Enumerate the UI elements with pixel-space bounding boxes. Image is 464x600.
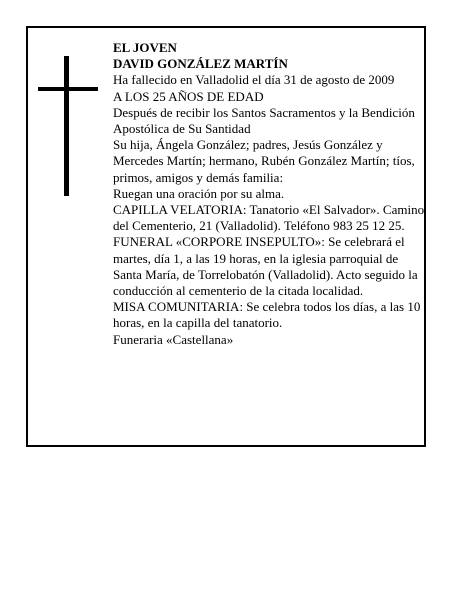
death-statement: Ha fallecido en Valladolid el día 31 de agosto de 2009 <box>113 72 395 88</box>
funeral-info: FUNERAL «CORPORE INSEPULTO»: Se celebrará el martes, día 1, a las 19 horas, en la iglesia parroquial de Santa María, de Torrelobatón (Valladolid). Acto seguido la conducción al cementerio de la citada localidad. <box>113 234 418 299</box>
mass-info: MISA COMUNITARIA: Se celebra todos los días, a las 10 horas, en la capilla del tanatorio. <box>113 299 421 331</box>
obituary-text <box>113 40 425 348</box>
deceased-name: DAVID GONZÁLEZ MARTÍN <box>113 56 288 72</box>
chapel-info: CAPILLA VELATORIA: Tanatorio «El Salvador». Camino del Cementerio, 21 (Valladolid). Teléfono 983 25 12 25. <box>113 202 425 234</box>
family-statement: Su hija, Ángela González; padres, Jesús González y Mercedes Martín; hermano, Rubén González Martín; tíos, primos, amigos y demás familia: <box>113 137 415 185</box>
age-statement: A LOS 25 AÑOS DE EDAD <box>113 88 264 104</box>
sacraments-statement: Después de recibir los Santos Sacramentos y la Bendición Apostólica de Su Santidad <box>113 104 415 137</box>
cross-vertical-bar <box>64 56 69 196</box>
heading-line-1: EL JOVEN <box>113 40 177 55</box>
prayer-request: Ruegan una oración por su alma. <box>113 185 285 201</box>
cross-horizontal-bar <box>38 87 98 91</box>
funeral-home: Funeraria «Castellana» <box>113 331 234 347</box>
cross-icon <box>38 56 98 196</box>
